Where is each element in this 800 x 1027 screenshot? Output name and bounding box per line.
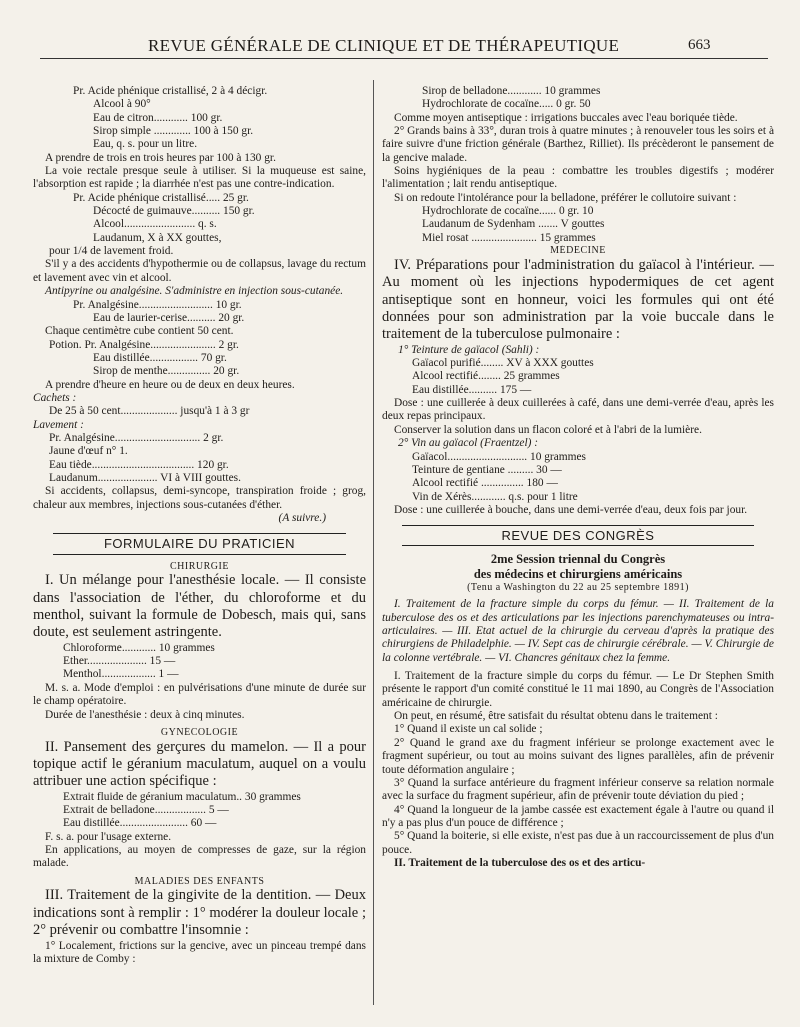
left-column: [33, 85, 366, 966]
section-heading: II. Pansement des gerçures du mamelon. — Il a pour topique actif le géranium maculatum, auquel on a voulu attribuer une action spécifique :: [33, 738, 366, 790]
recipe-line: Sirop de belladone............ 10 grammes: [422, 85, 601, 97]
right-column: [382, 85, 774, 870]
recipe-line: Eau distillée........................ 60 —: [63, 817, 217, 830]
section-heading: I. Un mélange pour l'anesthésie locale. — Il consiste dans l'association de l'éther, du chloroforme et du menthol, suivant la formule de Dobesch, mais qui, sans doute, est seulement astringente.: [33, 572, 366, 641]
recipe-line: Sirop simple ............. 100 à 150 gr.: [93, 125, 254, 138]
recipe-line: Miel rosat ....................... 15 grammes: [422, 231, 596, 244]
contents-summary: I. Traitement de la fracture simple du corps du fémur. — II. Traitement de la tuberculose des os et des articulations par les injections parenchymateuses ou intra-articulaires. — III. Etat actuel de la chirurgie du cerveau d'après la pratique des chirurgiens de Philadelphie. — IV. Sept cas de chirurgie cérébrale. — V. Chirurgie de la colonne vertébrale. — VI. Chancres génitaux chez la femme.: [382, 598, 774, 664]
recipe-line: Pr. Acide phénique cristallisé, 2 à 4 décigr.: [73, 85, 268, 97]
recipe-line: Pr. Analgésine.......................... 10 gr.: [73, 298, 242, 311]
recipe-line: Potion. Pr. Analgésine....................... 2 gr.: [49, 338, 239, 351]
recipe-line: Laudanum, X à XX gouttes,: [93, 231, 222, 244]
recipe-line: Alcool rectifié ............... 180 —: [412, 477, 558, 490]
subsection-label: GYNÉCOLOGIE: [160, 726, 239, 738]
paragraph: Comme moyen antiseptique : irrigations buccales avec l'eau boriquée tiède.: [394, 111, 738, 124]
list-item: 2° Quand le grand axe du fragment inférieur se prolonge exactement avec le fragment supérieur, ou tout au moins suivant des lignes parallèles, afin de prévenir toute déformation angulaire ;: [382, 736, 774, 776]
paragraph: Si accidents, collapsus, demi-syncope, transpiration froide ; grog, chaleur aux membres, injections sous-cutanées d'éther.: [33, 485, 366, 511]
recipe-line: Pr. Analgésine.............................. 2 gr.: [49, 431, 224, 444]
recipe-line: Eau tiède.................................... 120 gr.: [49, 458, 229, 471]
recipe-line: Laudanum de Sydenham ....... V gouttes: [422, 218, 605, 231]
section-title-formulaire: FORMULAIRE DU PRATICIEN: [53, 533, 346, 554]
list-item: 3° Quand la surface antérieure du fragment inférieur conserve sa relation normale avec la surface du fragment supérieur, afin de prévenir toute déviation du pied ;: [382, 776, 774, 803]
list-item: 5° Quand la boiterie, si elle existe, n'est pas due à un raccourcissement de plus d'un pouce.: [382, 830, 774, 856]
recipe-line: Eau, q. s. pour un litre.: [93, 138, 198, 151]
recipe-line: Teinture de gentiane ......... 30 —: [412, 463, 562, 476]
paragraph: 1° Localement, frictions sur la gencive, avec un pinceau trempé dans la mixture de Comby :: [33, 939, 366, 965]
paragraph: En applications, au moyen de compresses de gaze, sur la région malade.: [33, 844, 366, 870]
column-divider: [373, 80, 374, 1005]
paragraph: Soins hygiéniques de la peau : combattre les troubles digestifs ; modérer l'alimentation ; lait rendu antiseptique.: [382, 165, 774, 191]
formula-title: 1° Teinture de gaïacol (Sahli) :: [398, 343, 540, 356]
page-header: [0, 32, 800, 58]
recipe-line: Hydrochlorate de cocaïne...... 0 gr. 10: [422, 205, 594, 218]
recipe-line: Décocté de guimauve.......... 150 gr.: [93, 205, 255, 218]
paragraph: Chaque centimètre cube contient 50 cent.: [45, 325, 234, 338]
recipe-line: Alcool......................... q. s.: [93, 218, 217, 231]
session-dates: (Tenu a Washington du 22 au 25 septembre 1891): [467, 581, 689, 593]
recipe-line: Gaïacol purifié........ XV à XXX gouttes: [412, 357, 594, 370]
paragraph: Si on redoute l'intolérance pour la belladone, préférer le collutoire suivant :: [394, 191, 737, 204]
paragraph: A prendre de trois en trois heures par 100 à 130 gr.: [45, 151, 276, 164]
recipe-line: Eau de citron............ 100 gr.: [93, 111, 223, 124]
paragraph: M. s. a. Mode d'emploi : en pulvérisations d'une minute de durée sur le champ opératoire.: [33, 681, 366, 708]
formula-title: 2° Vin au gaïacol (Fraentzel) :: [398, 437, 539, 450]
session-subtitle: des médecins et chirurgiens américains: [473, 567, 683, 582]
paragraph: Durée de l'anesthésie : deux à cinq minutes.: [45, 708, 245, 721]
paragraph: Antipyrine ou analgésine. S'administre en injection sous-cutanée.: [45, 285, 344, 298]
recipe-line: Laudanum..................... VI à VIII gouttes.: [49, 471, 241, 484]
running-title: REVUE GÉNÉRALE DE CLINIQUE ET DE THÉRAPEUTIQUE: [148, 36, 620, 55]
recipe-line: Chloroforme............ 10 grammes: [63, 641, 215, 654]
subheading: Cachets :: [33, 391, 77, 404]
paragraph: Dose : une cuillerée à deux cuillerées à café, dans une demi-verrée d'eau, après les deux repas principaux.: [382, 397, 774, 423]
paragraph: Dose : une cuillerée à bouche, dans une demi-verrée d'eau, deux fois par jour.: [394, 503, 748, 516]
paragraph: 2° Grands bains à 33°, duran trois à quatre minutes ; à renouveler tous les soirs et à faire suivre d'une friction générale (Barthez, Rilliet). Ils précèderont le pansement de la gencive malade.: [382, 125, 774, 164]
recipe-line: Ether..................... 15 —: [63, 655, 176, 668]
to-be-continued: (A suivre.): [278, 512, 326, 524]
recipe-line: Alcool rectifié........ 25 grammes: [412, 370, 560, 383]
paragraph: S'il y a des accidents d'hypothermie ou de collapsus, lavage du rectum et lavement avec vin et alcool.: [33, 258, 366, 284]
subsection-label: CHIRURGIE: [170, 560, 229, 572]
recipe-line: Eau distillée................. 70 gr.: [93, 351, 227, 364]
paragraph: A prendre d'heure en heure ou de deux en deux heures.: [45, 378, 295, 391]
recipe-line: Eau distillée.......... 175 —: [412, 383, 532, 396]
section-heading: II. Traitement de la tuberculose des os et des articu-: [394, 856, 646, 869]
paragraph: Conserver la solution dans un flacon coloré et à l'abri de la lumière.: [394, 423, 702, 436]
recipe-line: Gaïacol............................ 10 grammes: [412, 450, 586, 463]
list-item: 1° Quand il existe un cal solide ;: [394, 723, 543, 736]
recipe-line: Extrait fluide de géranium maculatum.. 30 grammes: [63, 790, 301, 803]
recipe-line: Extrait de belladone.................. 5 —: [63, 804, 229, 817]
recipe-line: Eau de laurier-cerise.......... 20 gr.: [93, 311, 245, 324]
recipe-line: Menthol................... 1 —: [63, 668, 179, 681]
recipe-line: pour 1/4 de lavement froid.: [49, 245, 174, 258]
recipe-line: Pr. Acide phénique cristallisé..... 25 gr.: [73, 191, 249, 204]
paragraph: On peut, en résumé, être satisfait du résultat obtenu dans le traitement :: [394, 710, 718, 723]
section-heading: I. Traitement de la fracture simple du corps du fémur. — Le Dr Stephen Smith présente le rapport d'un comité constitué le 11 mai 1890, au Congrès de l'Association américaine de chirurgie.: [382, 670, 774, 709]
recipe-line: Vin de Xérès............ q.s. pour 1 litre: [412, 490, 578, 503]
recipe-line: Sirop de menthe............... 20 gr.: [93, 365, 240, 378]
section-heading: IV. Préparations pour l'administration du gaïacol à l'intérieur. — Au moment où les injections hypodermiques de cet agent antiseptique sont en honneur, voici les formules qui ont été données pour son administration par la voie buccale dans le traitement de la tuberculose pulmonaire :: [382, 256, 774, 343]
page-number: 663: [688, 37, 711, 53]
recipe-line: De 25 à 50 cent.................... jusqu'à 1 à 3 gr: [49, 405, 250, 418]
subsection-label: MALADIES DES ENFANTS: [134, 875, 265, 887]
paragraph: La voie rectale presque seule à utiliser. Si la muqueuse est saine, l'absorption est rapide ; la diarrhée n'est pas une contre-indication.: [33, 165, 366, 191]
list-item: 4° Quand la longueur de la jambe cassée est exactement égale à l'autre ou quand il n'y a pas plus d'un pouce de différence ;: [382, 803, 774, 829]
recipe-line: Alcool à 90°: [93, 98, 151, 111]
recipe-line: Hydrochlorate de cocaïne..... 0 gr. 50: [422, 98, 591, 111]
session-title: 2me Session triennal du Congrès: [490, 552, 666, 567]
section-title-congres: REVUE DES CONGRÈS: [402, 525, 754, 546]
header-rule: [40, 58, 768, 59]
subheading: Lavement :: [33, 418, 84, 431]
subsection-label: MÉDECINE: [550, 245, 606, 257]
paragraph: F. s. a. pour l'usage externe.: [45, 830, 172, 843]
section-heading: III. Traitement de la gingivite de la dentition. — Deux indications sont à remplir : 1° modérer la douleur locale ; 2° prévenir ou combattre l'insomnie :: [33, 887, 366, 939]
recipe-line: Jaune d'œuf n° 1.: [49, 445, 128, 458]
